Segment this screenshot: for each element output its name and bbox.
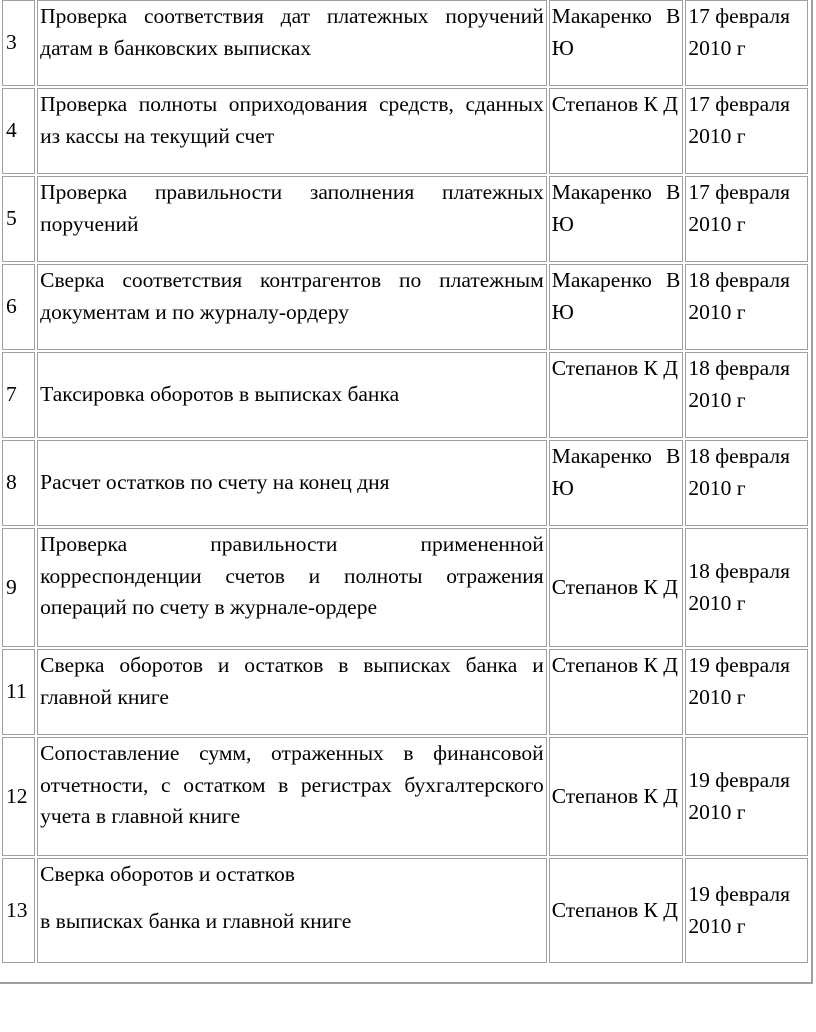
task-description: Проверка полноты оприходования средств, сданных из кассы на текущий счет: [37, 88, 547, 174]
responsible-person: Степанов К Д: [549, 858, 684, 963]
responsible-person: Макаренко В Ю: [549, 0, 684, 86]
responsible-person: Степанов К Д: [549, 88, 684, 174]
due-date: 17 февраля 2010 г: [685, 88, 808, 174]
row-number: 4: [2, 88, 35, 174]
table-row: [2, 0, 808, 86]
task-description: Сопоставление сумм, отраженных в финансовой отчетности, с остатком в регистрах бухгалтерского учета в главной книге: [37, 737, 547, 856]
row-number: 6: [2, 264, 35, 350]
table-row: [2, 858, 808, 963]
responsible-person: Степанов К Д: [549, 649, 684, 735]
due-date: 17 февраля 2010 г: [685, 0, 808, 86]
task-line-1: Сверка оборотов и остатков: [40, 862, 295, 886]
task-description: Таксировка оборотов в выписках банка: [37, 352, 547, 438]
responsible-person: Макаренко В Ю: [549, 176, 684, 262]
row-number: 13: [2, 858, 35, 963]
due-date: 18 февраля 2010 г: [685, 528, 808, 647]
row-number: 7: [2, 352, 35, 438]
due-date: 18 февраля 2010 г: [685, 264, 808, 350]
due-date: 19 февраля 2010 г: [685, 858, 808, 963]
table-row: [2, 440, 808, 526]
table-row: [2, 649, 808, 735]
due-date: 18 февраля 2010 г: [685, 440, 808, 526]
row-number: 9: [2, 528, 35, 647]
due-date: 17 февраля 2010 г: [685, 176, 808, 262]
table-row: [2, 88, 808, 174]
table-row: [2, 528, 808, 647]
task-description: Проверка соответствия дат платежных поручений датам в банковских выписках: [37, 0, 547, 86]
due-date: 19 февраля 2010 г: [685, 737, 808, 856]
responsible-person: Степанов К Д: [549, 737, 684, 856]
row-number: 11: [2, 649, 35, 735]
table-row: [2, 352, 808, 438]
task-description: Проверка правильности заполнения платежных поручений: [37, 176, 547, 262]
responsible-person: Степанов К Д: [549, 352, 684, 438]
task-description: Сверка оборотов и остатков в выписках банка и главной книге: [37, 649, 547, 735]
task-line-2: в выписках банка и главной книге: [40, 908, 352, 933]
task-description: Расчет остатков по счету на конец дня: [37, 440, 547, 526]
responsible-person: Макаренко В Ю: [549, 440, 684, 526]
task-description: Проверка правильности примененной корреспонденции счетов и полноты отражения операций по счету в журнале-ордере: [37, 528, 547, 647]
task-description: Сверка соответствия контрагентов по платежным документам и по журналу-ордеру: [37, 264, 547, 350]
task-description: [37, 858, 547, 963]
row-number: 8: [2, 440, 35, 526]
due-date: 19 февраля 2010 г: [685, 649, 808, 735]
responsible-person: Степанов К Д: [549, 528, 684, 647]
row-number: 5: [2, 176, 35, 262]
table-row: [2, 264, 808, 350]
row-number: 12: [2, 737, 35, 856]
due-date: 18 февраля 2010 г: [685, 352, 808, 438]
responsible-person: Макаренко В Ю: [549, 264, 684, 350]
table-row: [2, 737, 808, 856]
table-row: [2, 176, 808, 262]
row-number: 3: [2, 0, 35, 86]
